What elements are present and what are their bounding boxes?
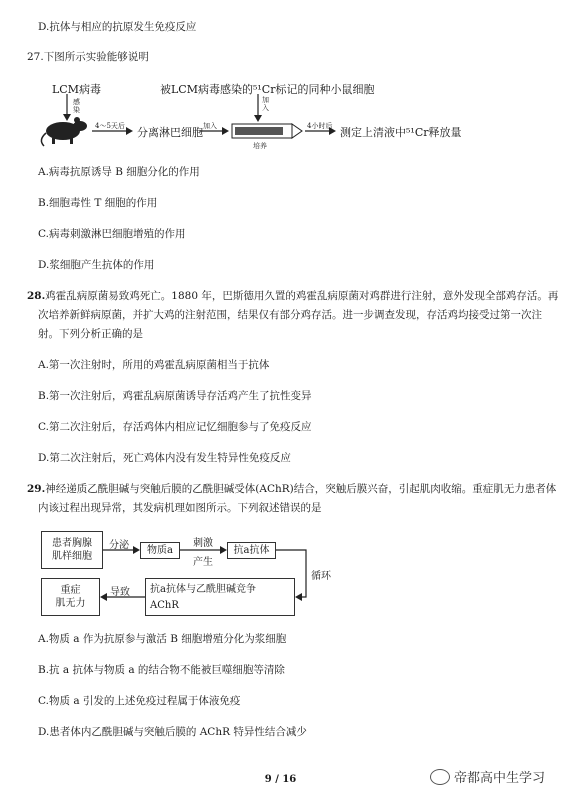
q27-option-b: B.细胞毒性 T 细胞的作用: [38, 197, 158, 209]
watermark-text: 帝都高中生学习: [454, 771, 546, 786]
q27-option-d: D.浆细胞产生抗体的作用: [38, 259, 155, 271]
box-anti-a-antibody: 抗a抗体: [227, 542, 276, 559]
q29-stem-line2: 内该过程出现异常，其发病机理如图所示。下列叙述错误的是: [38, 502, 322, 514]
box-competition-line2: AChR: [150, 600, 179, 611]
q28-stem-line2: 次培养新鲜病原菌，并扩大鸡的注射范围，结果仅有部分鸡存活。进一步调查发现，存活鸡均接受过第一次注: [38, 309, 542, 321]
label-produce: 产生: [193, 557, 213, 568]
label-stimulate: 刺激: [193, 538, 213, 549]
label-hours: 4小时后: [307, 122, 333, 130]
label-add2: 加入: [262, 96, 269, 112]
chat-bubble-icon: [430, 769, 450, 785]
q27-stem: 27.下图所示实验能够说明: [27, 51, 149, 63]
box-myasthenia-line1: 重症: [60, 585, 81, 596]
q28-option-a: A.第一次注射时，所用的鸡霍乱病原菌相当于抗体: [38, 359, 270, 371]
q29-option-d: D.患者体内乙酰胆碱与突触后膜的 AChR 特异性结合减少: [38, 726, 307, 738]
label-culture: 培养: [253, 142, 267, 150]
label-lcm-virus: LCM病毒: [52, 83, 101, 96]
label-cause: 导致: [110, 587, 130, 598]
page-number: 9 / 16: [264, 774, 297, 785]
q28-option-c: C.第二次注射后，存活鸡体内相应记忆细胞参与了免疫反应: [38, 421, 312, 433]
q29-option-b: B.抗 a 抗体与物质 a 的结合物不能被巨噬细胞等清除: [38, 664, 285, 676]
q28-option-b: B.第一次注射后，鸡霍乱病原菌诱导存活鸡产生了抗性变异: [38, 390, 312, 402]
label-days: 4～5天后: [95, 122, 125, 130]
box-competition: [145, 578, 295, 616]
prev-option-d: D.抗体与相应的抗原发生免疫反应: [38, 21, 197, 33]
label-measure: 测定上清液中⁵¹Cr释放量: [340, 126, 462, 139]
box-thymus-line2: 肌样细胞: [52, 551, 92, 562]
label-add1: 加入: [203, 122, 217, 130]
q27-option-c: C.病毒刺激淋巴细胞增殖的作用: [38, 228, 186, 240]
box-myasthenia-line2: 肌无力: [55, 598, 86, 609]
q29-option-c: C.物质 a 引发的上述免疫过程属于体液免疫: [38, 695, 241, 707]
q29-stem-text1: 神经递质乙酰胆碱与突触后膜的乙酰胆碱受体(AChR)结合，突触后膜兴奋，引起肌肉收缩。重症肌无力患者体: [45, 483, 557, 495]
box-thymus-cells: [41, 531, 103, 569]
box-myasthenia: [41, 578, 100, 616]
box-thymus-line1: 患者胸腺: [52, 538, 92, 549]
box-competition-line1: 抗a抗体与乙酰胆碱竞争: [150, 584, 256, 595]
label-secrete: 分泌: [109, 540, 129, 551]
q28-stem-line3: 射。下列分析正确的是: [38, 328, 143, 340]
label-cycle: 循环: [311, 571, 331, 582]
q28-stem-text1: 鸡霍乱病原菌易致鸡死亡。1880 年，巴斯德用久置的鸡霍乱病原菌对鸡群进行注射，意外发现全部鸡存活。再: [45, 290, 559, 302]
q28-number: 28.: [27, 290, 46, 302]
label-infect: 感染: [73, 98, 80, 114]
watermark: [430, 767, 545, 786]
q29-option-a: A.物质 a 作为抗原参与激活 B 细胞增殖分化为浆细胞: [38, 633, 287, 645]
q27-option-a: A.病毒抗原诱导 B 细胞分化的作用: [38, 166, 200, 178]
box-substance-a: 物质a: [140, 542, 180, 559]
label-target: 被LCM病毒感染的⁵¹Cr标记的同种小鼠细胞: [160, 83, 375, 96]
q29-number: 29.: [27, 483, 46, 495]
q28-option-d: D.第二次注射后，死亡鸡体内没有发生特异性免疫反应: [38, 452, 291, 464]
label-isolate: 分离淋巴细胞: [137, 126, 203, 139]
